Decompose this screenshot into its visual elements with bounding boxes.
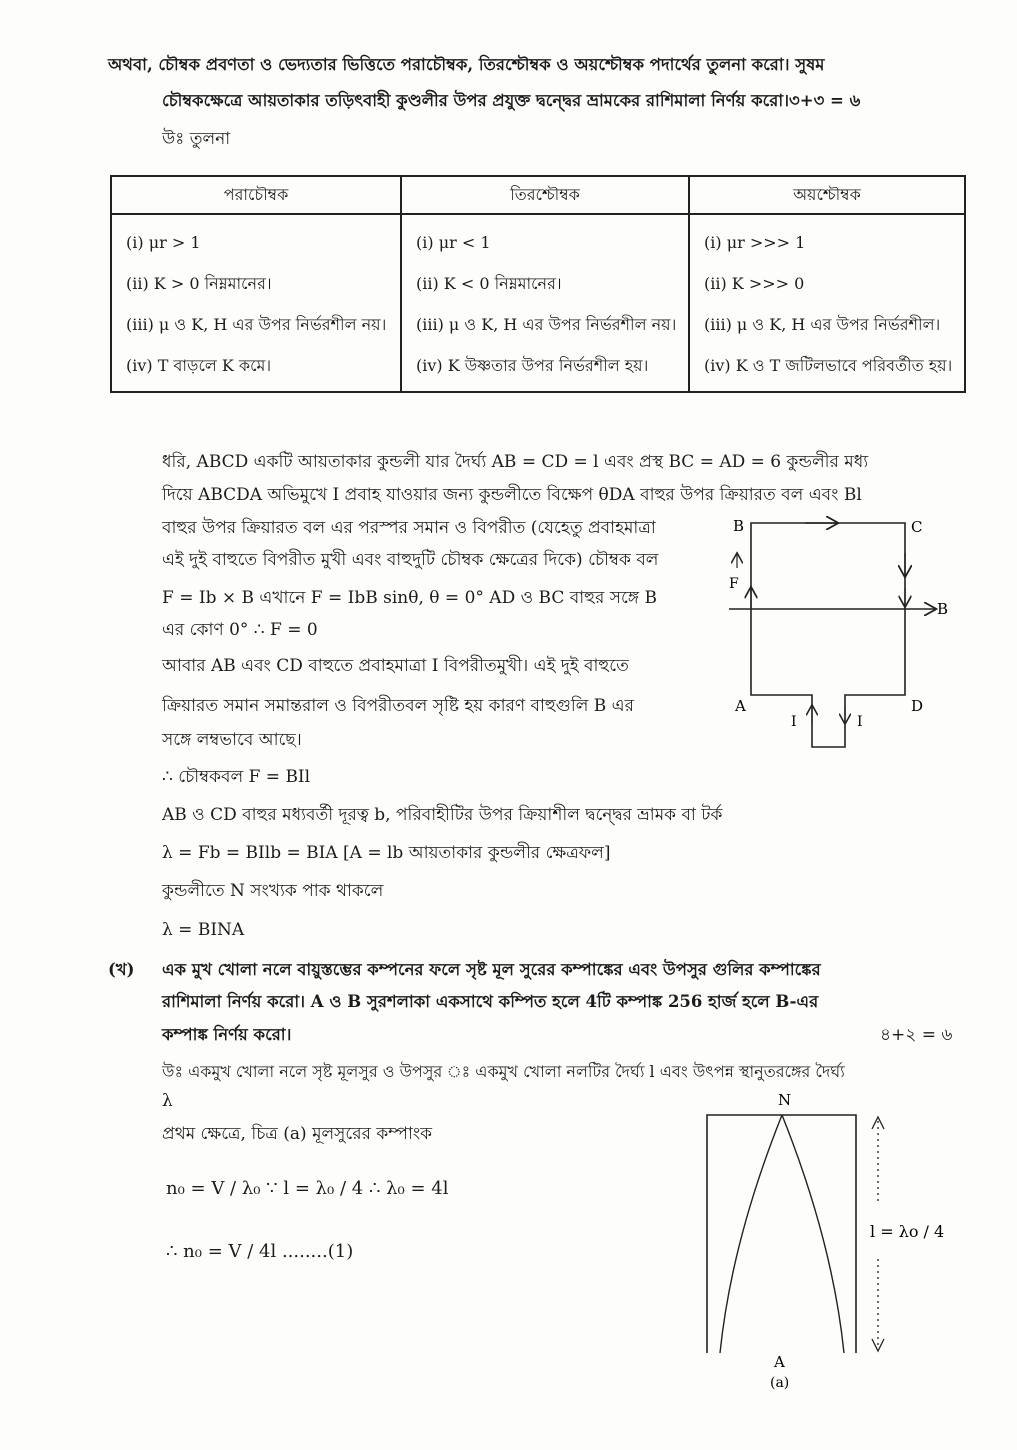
label-i-right: I xyxy=(857,714,863,730)
kha-answer-1: উঃ একমুখ খোলা নলে সৃষ্ট মূলসুর ও উপসুর ঃ একমুখ খোলা নলটির দৈর্ঘ্য l এবং উৎপন্ন স্থানুতরঙ্গের দৈর্ঘ্য xyxy=(162,1062,845,1081)
kha-answer-2: λ xyxy=(162,1091,173,1111)
kha-answer-3: প্রথম ক্ষেত্রে, চিত্র (a) মূলসুরের কম্পাংক xyxy=(162,1124,433,1144)
coil-text-14: λ = BINA xyxy=(162,920,245,940)
coil-text-13: কুন্ডলীতে N সংখ্যক পাক থাকলে xyxy=(162,881,384,901)
label-field-b: B xyxy=(937,600,949,618)
equation-2: ∴ n₀ = V / 4l ........(1) xyxy=(166,1241,354,1262)
table-cell: (iv) K উষ্ণতার উপর নির্ভরশীল হয়। xyxy=(416,356,649,375)
table-cell: (i) μr < 1 xyxy=(416,233,491,252)
coil-text-7: আবার AB এবং CD বাহুতে প্রবাহমাত্রা I বিপরীতমুখী। এই দুই বাহুতে xyxy=(162,656,629,676)
coil-text-1: ধরি, ABCD একটি আয়তাকার কুন্ডলী যার দৈর্ঘ্য AB = CD = l এবং প্রস্থ BC = AD = 6 কুন্ডলীর মধ্য xyxy=(162,452,869,472)
kha-question-3: কম্পাঙ্ক নির্ণয় করো। xyxy=(162,1025,292,1044)
question-line-2: চৌম্বকক্ষেত্রে আয়তাকার তড়িৎবাহী কুণ্ডলীর উপর প্রযুক্ত দ্বন্দ্বের ভ্রামকের রাশিমালা নির্ণয় করো।৩+৩ = ৬ xyxy=(162,91,861,110)
table-cell: (ii) K >>> 0 xyxy=(704,274,805,293)
tube-walls xyxy=(707,1115,856,1353)
coil-text-10: ∴ চৌম্বকবল F = BIl xyxy=(162,767,311,787)
label-a: A xyxy=(735,697,746,715)
table-cell: (iii) μ ও K, H এর উপর নির্ভরশীল নয়। xyxy=(126,315,387,334)
label-c: C xyxy=(911,518,923,536)
equation-1: n₀ = V / λ₀ ∵ l = λ₀ / 4 ∴ λ₀ = 4l xyxy=(166,1178,449,1199)
table-header-row xyxy=(111,176,965,214)
wave-left xyxy=(720,1115,782,1353)
table-cell: (iii) μ ও K, H এর উপর নির্ভরশীল। xyxy=(704,315,941,334)
wave-right xyxy=(782,1115,844,1353)
label-n: N xyxy=(778,1091,792,1109)
table-cell: (iii) μ ও K, H এর উপর নির্ভরশীল নয়। xyxy=(416,315,677,334)
table-cell: (iv) K ও T জটিলভাবে পরিবর্তীত হয়। xyxy=(704,356,953,375)
coil-outline xyxy=(751,523,905,747)
label-d: D xyxy=(911,697,924,715)
table-header: পরাচৌম্বক xyxy=(111,176,401,214)
coil-text-11: AB ও CD বাহুর মধ্যবর্তী দূরত্ব b, পরিবাহীটির উপর ক্রিয়াশীল দ্বন্দ্বের ভ্রামক বা টর্ক xyxy=(162,805,723,825)
coil-text-3: বাহুর উপর ক্রিয়ারত বল এর পরস্পর সমান ও বিপরীত (যেহেতু প্রবাহমাত্রা xyxy=(162,518,656,538)
table-row xyxy=(111,264,965,305)
table-header: অয়শ্চৌম্বক xyxy=(689,176,965,214)
coil-text-12: λ = Fb = BIlb = BIA [A = lb আয়তাকার কুন্ডলীর ক্ষেত্রফল] xyxy=(162,843,611,863)
table-cell: (i) μr > 1 xyxy=(126,233,201,252)
table-row xyxy=(111,346,965,392)
label-f: F xyxy=(729,576,739,592)
table-header: তিরশ্চৌম্বক xyxy=(401,176,689,214)
table-cell: (ii) K < 0 নিম্নমানের। xyxy=(416,274,562,293)
answer-label: উঃ তুলনা xyxy=(162,129,231,149)
label-b: B xyxy=(733,517,745,535)
question-line-1: অথবা, চৌম্বক প্রবণতা ও ভেদ্যতার ভিত্তিতে পরাচৌম্বক, তিরশ্চৌম্বক ও অয়শ্চৌম্বক পদার্থের তুলনা করো। সুষম xyxy=(108,55,825,74)
label-i-left: I xyxy=(791,714,797,730)
table-cell: (iv) T বাড়লে K কমে। xyxy=(126,356,272,375)
comparison-table xyxy=(110,175,966,393)
coil-text-9: সঙ্গে লম্বভাবে আছে। xyxy=(162,730,302,750)
table-cell: (ii) K > 0 নিম্নমানের। xyxy=(126,274,272,293)
coil-text-4: এই দুই বাহুতে বিপরীত মুখী এবং বাহুদুটি চৌম্বক ক্ষেত্রের দিকে) চৌম্বক বল xyxy=(162,550,659,570)
length-label: l = λo / 4 xyxy=(870,1222,945,1241)
tube-diagram xyxy=(690,1085,960,1395)
table-cell: (i) μr >>> 1 xyxy=(704,233,806,252)
table-row xyxy=(111,305,965,346)
kha-question-1: এক মুখ খোলা নলে বায়ুস্তম্ভের কম্পনের ফলে সৃষ্ট মূল সুরের কম্পাঙ্কের এবং উপসুর গুলির কম্পাঙ্কের xyxy=(162,960,821,979)
coil-text-5: F = Ib × B এখানে F = IbB sinθ, θ = 0° AD ও BC বাহুর সঙ্গে B xyxy=(162,588,657,608)
coil-text-6: এর কোণ 0° ∴ F = 0 xyxy=(162,620,318,640)
kha-label: (খ) xyxy=(108,960,135,979)
coil-diagram xyxy=(725,508,955,758)
coil-text-8: ক্রিয়ারত সমান সমান্তরাল ও বিপরীতবল সৃষ্টি হয় কারণ বাহুগুলি B এর xyxy=(162,696,634,716)
table-row xyxy=(111,214,965,264)
coil-text-2: দিয়ে ABCDA অভিমুখে I প্রবাহ যাওয়ার জন্য কুন্ডলীতে বিক্ষেপ θDA বাহুর উপর ক্রিয়ারত বল এবং Bl xyxy=(162,485,862,505)
kha-question-2: রাশিমালা নির্ণয় করো। A ও B সুরশলাকা একসাথে কম্পিত হলে 4টি কম্পাঙ্ক 256 হার্জ হলে B-এর xyxy=(162,992,819,1011)
kha-marks: ৪+২ = ৬ xyxy=(880,1025,953,1045)
label-a-tube: A xyxy=(774,1353,785,1371)
figure-caption: (a) xyxy=(770,1375,790,1391)
